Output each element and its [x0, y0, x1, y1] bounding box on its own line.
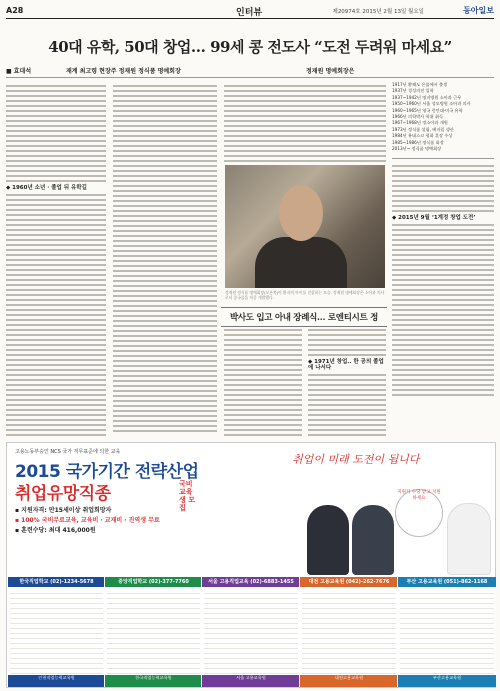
- photo-figure: [255, 237, 347, 288]
- profile-item: 2013년~ 정식품 명예회장: [392, 146, 442, 152]
- ad-column-footer: 부산고용교육원: [398, 675, 496, 687]
- ad-column-header: 대전 고용교육원 (042)-262-7676: [300, 577, 398, 587]
- profile-label: 정재원 명예회장은: [306, 68, 355, 75]
- ad-column-footer: 인천직업능력교육원: [8, 675, 105, 687]
- article-column-2: [113, 82, 217, 437]
- profile-item: 1937년 경성의전 입학: [392, 88, 434, 94]
- ad-slogan: 취업이 미래 도전이 됩니다: [292, 453, 420, 466]
- article-byline: [6, 66, 494, 76]
- ad-title-2: 취업유망직종: [15, 484, 111, 504]
- ad-column-body: [400, 589, 494, 674]
- article-column-5: [308, 326, 386, 438]
- article-column-4: [224, 326, 302, 438]
- page-title: 40대 유학, 50대 창업… 99세 콩 전도사 “도전 두려워 마세요”: [48, 38, 452, 56]
- profile-item: 1973년 정식품 설립, 베지밀 생산: [392, 126, 454, 132]
- advertisement[interactable]: [6, 442, 496, 688]
- section-heading-2: ◆ 2015년 9월 ‘1계정 창업 도전’: [392, 215, 476, 221]
- ad-bullet: ▪ 훈련수당: 최대 416,000원: [15, 527, 96, 534]
- ad-column-footer: 한국직업능력교육원: [105, 675, 202, 687]
- ad-column-footer: 서울 고용교육원: [202, 675, 300, 687]
- ad-column[interactable]: [201, 577, 300, 687]
- profile-item: 1950~1960년 서울 성모병원 소아과 의사: [392, 101, 471, 107]
- article-column-6: [392, 162, 494, 438]
- section-heading-1: ◆ 1960년 소년 · 졸업 뒤 유학길: [6, 185, 87, 191]
- ad-model-image: [307, 505, 349, 575]
- page-header: [6, 4, 494, 19]
- ad-column-header: 중앙직업학교 (02)-377-7760: [105, 577, 202, 587]
- issue-date: 제20974호 2015년 2월 13일 월요일: [332, 9, 424, 15]
- ad-model-image: [447, 503, 491, 575]
- profile-item: 1984년 유네스코 평화 훈장 수상: [392, 133, 453, 139]
- article-column-1: [6, 82, 106, 437]
- profile-item: 1985~1986년 정식품 회장: [392, 139, 444, 145]
- article-column-3: [224, 82, 386, 162]
- ad-column[interactable]: [7, 577, 105, 687]
- article-subtitle: 재계 최고령 현장주 정재원 정식품 명예회장: [66, 68, 181, 75]
- ad-org: 고용노동부승인 NCS 국가 직무표준에 의한 교육: [15, 449, 121, 455]
- ad-side-tag: 국비교육생 모집: [179, 480, 195, 512]
- pull-quote: 박사도 입고 아내 장례식… 로엔티시트 정: [221, 307, 387, 327]
- section-heading-3: ◆ 1971년 창업.. 한 공의 졸업에 나서다: [308, 359, 384, 371]
- ad-column-body: [10, 589, 103, 674]
- ad-table: [7, 577, 495, 687]
- ad-title: 2015 국가기간 전략산업: [15, 462, 199, 482]
- photo-caption: 정재원 정식품 명예회장(오른쪽)이 환자의 아이를 진찰하는 모습. 정재원 명예회장은 소아과 의사로서 콩국물을 처음 개발했다.: [225, 290, 385, 300]
- ad-column[interactable]: [397, 577, 496, 687]
- page-number: A28: [6, 6, 24, 15]
- ad-column[interactable]: [104, 577, 202, 687]
- ad-bubble: 지원자 수당 받고 지원하세요: [395, 489, 443, 537]
- photo-face: [279, 185, 323, 241]
- reporter-name: ■ 효대석: [6, 68, 32, 75]
- profile-item: 1966년 의학박사 학위 취득: [392, 114, 444, 120]
- ad-column[interactable]: [299, 577, 398, 687]
- ad-column-body: [204, 589, 298, 674]
- interview-photo: [225, 165, 385, 288]
- ad-column-header: 부산 고용교육원 (051)-862-1168: [398, 577, 496, 587]
- ad-column-footer: 대전고용교육원: [300, 675, 398, 687]
- newspaper-logo: 동아일보: [463, 6, 494, 15]
- profile-item: 1917년 황해도 은률에서 출생: [392, 82, 448, 87]
- ad-column-header: 서울 고용직업교육 (02)-6883-1455: [202, 577, 300, 587]
- divider: [6, 77, 494, 78]
- divider: [392, 158, 494, 159]
- section-name: 인터뷰: [236, 8, 263, 18]
- ad-model-image: [352, 505, 394, 575]
- profile-item: 1967~1968년 정소아과 개원: [392, 120, 448, 126]
- profile-item: 1960~1965년 영국 런던대·미국 유학: [392, 107, 463, 113]
- ad-bullet: ▪ 지원자격: 만15세이상 취업희망자: [15, 507, 112, 514]
- profile-item: 1937~1942년 명지병원 소아과 근무: [392, 94, 462, 100]
- ad-column-body: [302, 589, 396, 674]
- ad-bullet: ▪ 100% 국비무료교육, 교육비 · 교재비 · 진역생 무료: [15, 517, 160, 524]
- ad-column-header: 한국직업학교 (02)-1234-5678: [8, 577, 105, 587]
- ad-column-body: [107, 589, 200, 674]
